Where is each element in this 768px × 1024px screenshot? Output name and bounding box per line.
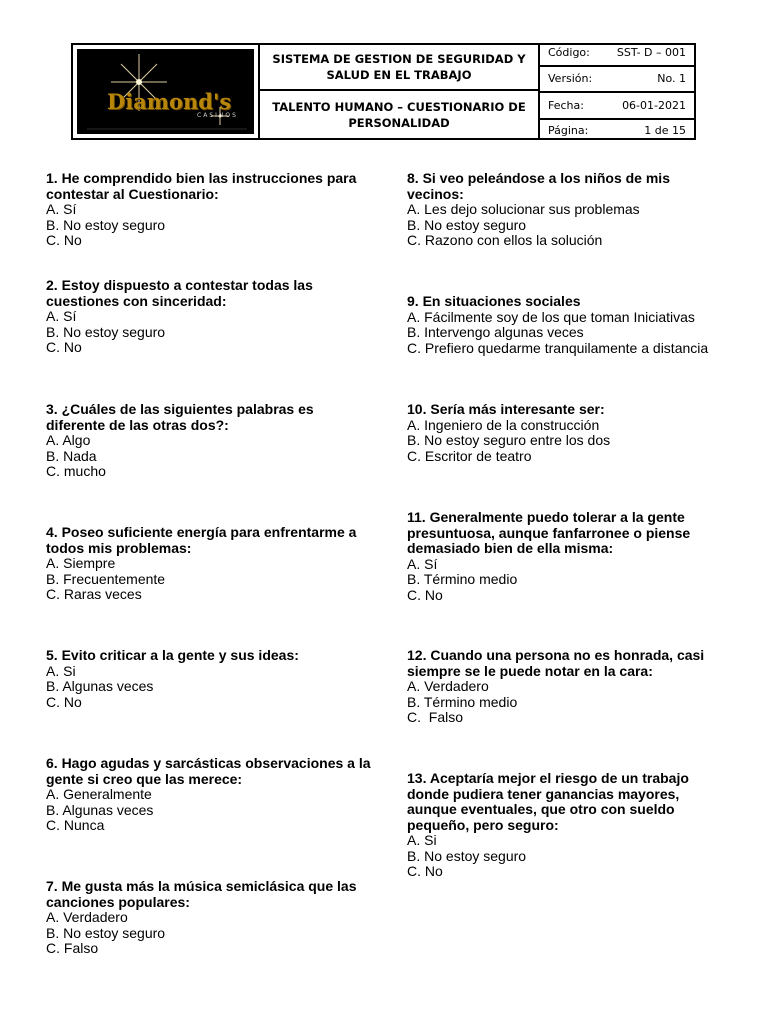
meta-divider [540, 91, 694, 93]
option-b: B. No estoy seguro [46, 924, 166, 941]
question-12 [407, 648, 727, 726]
question-title: 2. Estoy dispuesto a contestar todas las cuestiones con sinceridad: [46, 277, 313, 309]
meta-value: 1 de 15 [644, 124, 686, 137]
option-c: C. Nunca [46, 817, 105, 833]
question-7 [46, 879, 376, 957]
meta-value: No. 1 [657, 72, 686, 85]
option-a: A. Les dejo solucionar sus problemas [407, 201, 640, 217]
option-a: A. Verdadero [46, 909, 128, 925]
document-header [71, 43, 696, 140]
question-title: 6. Hago agudas y sarcásticas observaciones a la gente si creo que las merece: [46, 755, 371, 787]
meta-divider [540, 118, 694, 120]
logo-wordmark: Diamond's [107, 89, 232, 114]
question-11 [407, 510, 727, 603]
question-2 [46, 278, 376, 356]
option-b: B. Término medio [407, 571, 518, 587]
option-a: A. Algo [46, 432, 91, 448]
option-b: B. Algunas veces [46, 678, 154, 694]
question-10 [407, 402, 727, 464]
document-title-text: TALENTO HUMANO – CUESTIONARIO DE PERSONALIDAD [272, 99, 526, 130]
option-a: A. Si [46, 662, 76, 679]
option-b: B. Algunas veces [46, 801, 154, 818]
meta-page [548, 124, 686, 137]
logo-subtitle: CASINOS [197, 112, 238, 119]
option-b: B. Término medio [407, 693, 518, 710]
option-a: A. Siempre [46, 555, 116, 571]
meta-version [548, 72, 686, 85]
document-title [260, 91, 540, 138]
question-9 [407, 294, 727, 356]
question-title: 3. ¿Cuáles de las siguientes palabras es diferente de las otras dos?: [46, 401, 314, 433]
question-title: 11. Generalmente puedo tolerar a la gente presuntuosa, aunque fanfarronee o piense demasiado bien de ella misma: [407, 509, 691, 556]
meta-label: Versión: [548, 72, 593, 85]
system-title-text: SISTEMA DE GESTION DE SEGURIDAD Y SALUD EN EL TRABAJO [272, 52, 526, 82]
option-c: C. Raras veces [46, 586, 142, 602]
option-b: B. No estoy seguro [46, 323, 166, 340]
option-a: A. Si [407, 832, 437, 848]
option-c: C. Prefiero quedarme tranquilamente a distancia [407, 339, 709, 356]
option-c: C. No [46, 232, 82, 248]
question-5 [46, 648, 376, 710]
logo-cell [73, 45, 260, 138]
option-b: B. No estoy seguro [46, 216, 166, 233]
question-title: 12. Cuando una persona no es honrada, casi siempre se le puede notar en la cara: [407, 647, 705, 679]
question-title: 10. Sería más interesante ser: [407, 401, 605, 417]
meta-code [548, 46, 686, 59]
option-c: C. No [46, 339, 82, 355]
meta-label: Página: [548, 124, 589, 137]
option-b: B. No estoy seguro entre los dos [407, 432, 611, 448]
option-b: B. No estoy seguro [407, 847, 527, 864]
option-c: C. No [407, 586, 443, 603]
option-a: A. Ingeniero de la construcción [407, 416, 600, 433]
question-title: 1. He comprendido bien las instrucciones para contestar al Cuestionario: [46, 170, 357, 202]
question-6 [46, 756, 376, 834]
option-b: B. Nada [46, 447, 97, 464]
question-13 [407, 771, 727, 880]
meta-divider [540, 65, 694, 67]
document-meta [540, 45, 694, 138]
meta-label: Código: [548, 46, 590, 59]
question-1 [46, 171, 376, 249]
option-b: B. No estoy seguro [407, 216, 527, 233]
question-3 [46, 402, 376, 480]
question-title: 9. En situaciones sociales [407, 293, 581, 309]
question-title: 7. Me gusta más la música semiclásica que las canciones populares: [46, 878, 357, 910]
option-c: C. Razono con ellos la solución [407, 232, 603, 248]
meta-value: SST- D – 001 [616, 46, 686, 59]
option-a: A. Sí [46, 308, 77, 324]
system-title [260, 45, 540, 91]
option-c: C. mucho [46, 463, 106, 479]
meta-date [548, 99, 686, 112]
option-c: C. Falso [46, 940, 99, 956]
option-c: C. No [46, 693, 82, 710]
option-b: B. Intervengo algunas veces [407, 324, 584, 340]
option-a: A. Sí [46, 201, 77, 217]
question-4 [46, 525, 376, 603]
meta-label: Fecha: [548, 99, 584, 112]
option-c: C. Escritor de teatro [407, 447, 532, 464]
question-title: 13. Aceptaría mejor el riesgo de un trabajo donde pudiera tener ganancias mayores, aunque eventuales, que otro con sueldo pequeño, pero seguro: [407, 770, 689, 833]
option-c: C. No [407, 863, 443, 879]
question-title: 5. Evito criticar a la gente y sus ideas: [46, 647, 299, 663]
option-a: A. Fácilmente soy de los que toman Iniciativas [407, 308, 695, 325]
company-logo [77, 49, 254, 134]
question-title: 8. Si veo peleándose a los niños de mis vecinos: [407, 170, 670, 202]
option-a: A. Verdadero [407, 678, 489, 694]
option-c: C. Falso [407, 709, 464, 725]
option-a: A. Generalmente [46, 786, 152, 802]
question-title: 4. Poseo suficiente energía para enfrentarme a todos mis problemas: [46, 524, 357, 556]
meta-value: 06-01-2021 [622, 99, 686, 112]
question-8 [407, 171, 727, 249]
option-a: A. Sí [407, 555, 438, 572]
option-b: B. Frecuentemente [46, 570, 166, 587]
